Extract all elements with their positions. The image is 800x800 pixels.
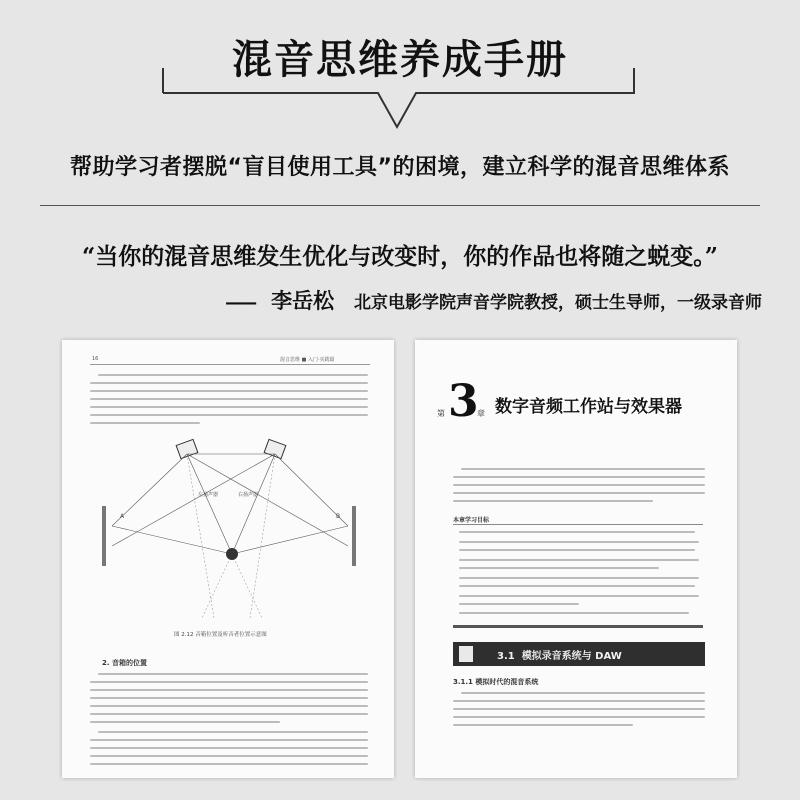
speaker-position-diagram	[90, 436, 370, 624]
section-title: 3.1 模拟录音系统与 DAW	[497, 651, 622, 662]
book-subtitle: 帮助学习者摆脱“盲目使用工具”的困境，建立科学的混音思维体系	[70, 155, 730, 180]
book-page-left	[62, 340, 394, 778]
author-name: 李岳松	[271, 288, 335, 313]
quote-attribution	[225, 285, 762, 315]
chapter-title: 数字音频工作站与效果器	[495, 397, 682, 417]
section-badge-icon	[459, 646, 473, 662]
diagram-label-b: B	[336, 513, 341, 520]
section-heading-bar	[453, 642, 705, 666]
subsection-heading: 3.1.1 模拟时代的混音系统	[453, 678, 539, 686]
header-rule	[90, 364, 370, 365]
section-divider	[40, 205, 760, 206]
figure-caption: 图 2.12 音箱位置及听音者位置示意图	[174, 632, 267, 638]
author-credentials: 北京电影学院声音学院教授，硕士生导师，一级录音师	[354, 293, 762, 313]
diagram-label-left: 左扬声器	[198, 492, 219, 498]
book-title: 混音思维养成手册	[232, 37, 568, 83]
book-page-right	[415, 340, 737, 778]
endorsement-quote: “当你的混音思维发生优化与改变时，你的作品也将随之蜕变。”	[82, 243, 718, 270]
chapter-suffix: 章	[477, 409, 485, 418]
chapter-number: 3	[448, 376, 479, 427]
goals-heading: 本章学习目标	[453, 517, 490, 524]
page-number: 16	[92, 356, 99, 362]
chapter-prefix: 第	[437, 409, 445, 418]
attribution-dash: ——	[225, 293, 256, 313]
learning-goals-box	[453, 515, 703, 628]
running-head: 混音思维 ■ 入门·实践篇	[280, 357, 335, 363]
diagram-label-right: 右扬声器	[238, 492, 259, 498]
diagram-label-a: A	[120, 513, 125, 520]
section-heading: 2. 音箱的位置	[102, 659, 147, 667]
